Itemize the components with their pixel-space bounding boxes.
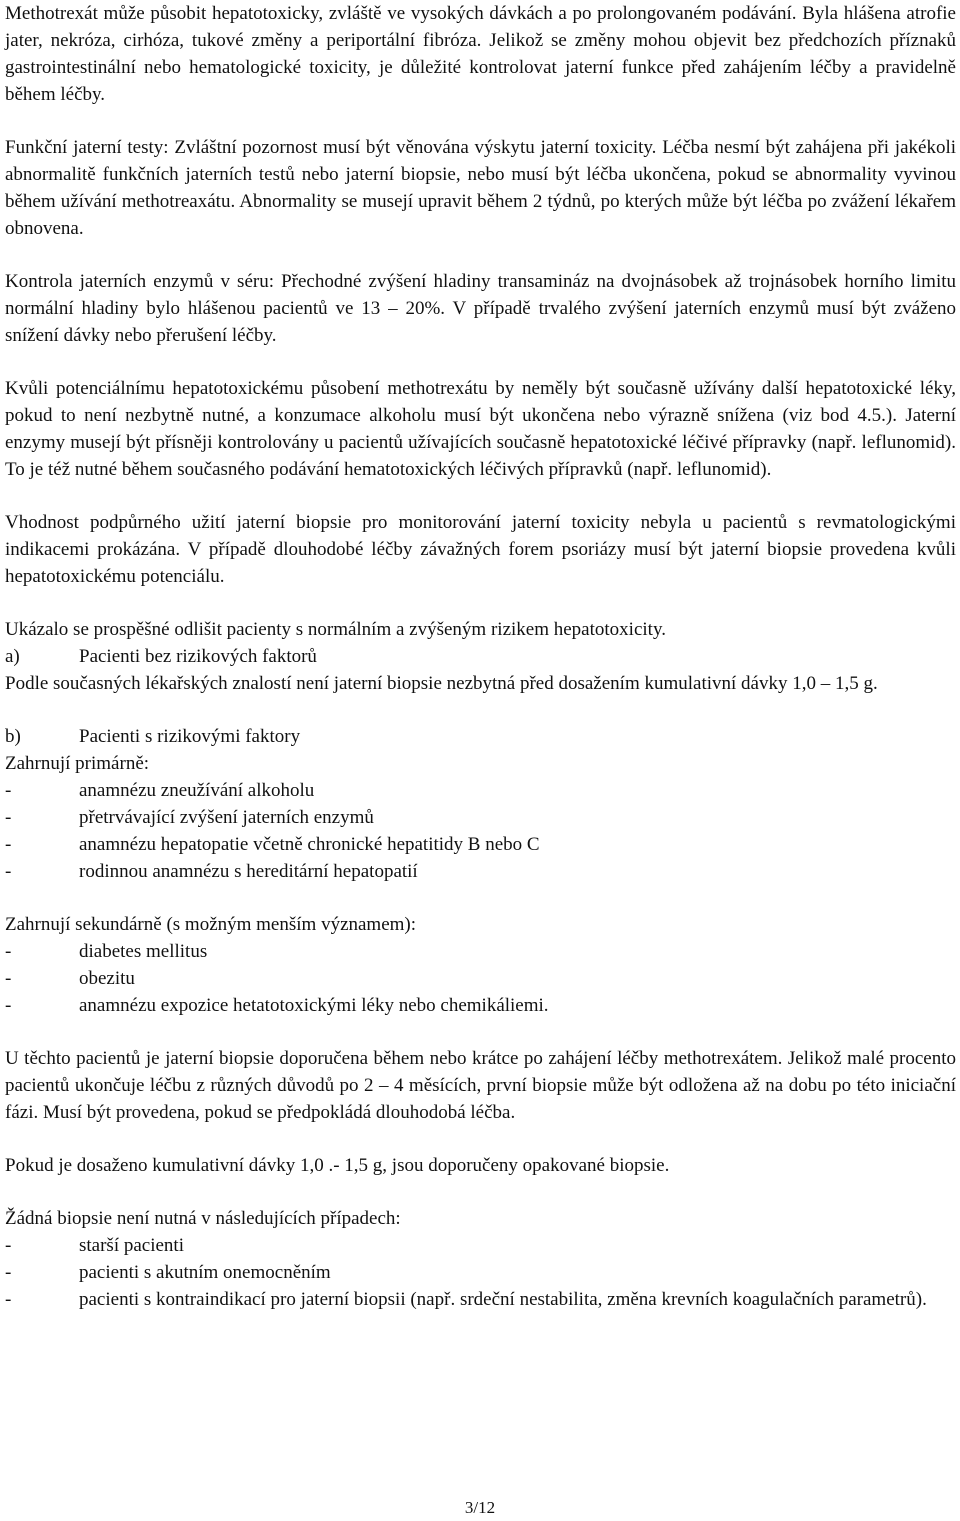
list-item-text: anamnézu hepatopatie včetně chronické hepatitidy B nebo C (79, 834, 540, 855)
paragraph-hepatotoxicity-intro: Methotrexát může působit hepatotoxicky, zvláště ve vysokých dávkách a po prolongovaném podávání. Byla hlášena atrofie jater, nekróza, cirhóza, tukové změny a periportální fibróza. Jelikož se změny mohou objevit bez předchozích příznaků gastrointestinální nebo hematologické toxicity, je důležité kontrolovat jaterní funkce před zahájením léčby a pravidelně během léčby. (5, 3, 956, 105)
dash-mark: - (5, 861, 12, 882)
group-a-title: Pacienti bez rizikových faktorů (79, 646, 317, 667)
list-item (5, 777, 956, 804)
list-item-text: obezitu (79, 968, 135, 989)
dash-mark: - (5, 780, 12, 801)
list-item (5, 804, 956, 831)
dash-mark: - (5, 995, 12, 1016)
group-a-mark: a) (5, 646, 20, 667)
dash-mark: - (5, 941, 12, 962)
list-item-text: rodinnou anamnézu s hereditární hepatopatií (79, 861, 418, 882)
list-item-text: pacienti s kontraindikací pro jaterní biopsii (např. srdeční nestabilita, změna krevních koagulačních parametrů). (79, 1289, 927, 1310)
dash-mark: - (5, 1235, 12, 1256)
list-item (5, 992, 956, 1019)
list-item-text: přetrvávající zvýšení jaterních enzymů (79, 807, 374, 828)
dash-mark: - (5, 1262, 12, 1283)
group-b-title: Pacienti s rizikovými faktory (79, 726, 301, 747)
list-item (5, 858, 956, 885)
group-b-secondary-heading: Zahrnují sekundárně (s možným menším významem): (5, 914, 417, 935)
paragraph-risk-groups: Ukázalo se prospěšné odlišit pacienty s normálním a zvýšeným rizikem hepatotoxicity. (5, 619, 666, 640)
group-a-text: Podle současných lékařských znalostí není jaterní biopsie nezbytná před dosažením kumulativní dávky 1,0 – 1,5 g. (5, 673, 878, 694)
paragraph-biopsy-timing: U těchto pacientů je jaterní biopsie doporučena během nebo krátce po zahájení léčby methotrexátem. Jelikož malé procento pacientů ukončuje léčbu z různých důvodů po 2 – 4 měsících, první biopsie může být odložena až na dobu po této iniciační fázi. Musí být provedena, pokud se předpokládá dlouhodobá léčba. (5, 1048, 956, 1123)
list-item-text: anamnézu expozice hetatotoxickými léky nebo chemikáliemi. (79, 995, 549, 1016)
list-item-text: anamnézu zneužívání alkoholu (79, 780, 315, 801)
paragraph-serum-enzymes: Kontrola jaterních enzymů v séru: Přechodné zvýšení hladiny transamináz na dvojnásobek až trojnásobek horního limitu normální hladiny bylo hlášenou pacientů ve 13 – 20%. V případě trvalého zvýšení jaterních enzymů musí být zváženo snížení dávky nebo přerušení léčby. (5, 271, 956, 346)
paragraph-liver-function-tests: Funkční jaterní testy: Zvláštní pozornost musí být věnována výskytu jaterní toxicity. Léčba nesmí být zahájena při jakékoli abnormalitě funkčních jaterních testů nebo jaterní biopsie, nebo musí být léčba ukončena, pokud se abnormality vyvinou během užívání methotreaxátu. Abnormality se musejí upravit během 2 týdnů, po kterých může být léčba po zvážení lékařem obnovena. (5, 137, 956, 239)
paragraph-repeat-biopsy: Pokud je dosaženo kumulativní dávky 1,0 .- 1,5 g, jsou doporučeny opakované biopsie. (5, 1155, 670, 1176)
no-biopsy-heading: Žádná biopsie není nutná v následujících případech: (5, 1208, 401, 1229)
paragraph-hepatotoxic-drugs: Kvůli potenciálnímu hepatotoxickému působení methotrexátu by neměly být současně užívány další hepatotoxické léky, pokud to není nezbytně nutné, a konzumace alkoholu musí být ukončena nebo výrazně snížena (viz bod 4.5.). Jaterní enzymy musejí být přísněji kontrolovány u pacientů užívajících současně hepatotoxické léčivé přípravky (např. leflunomid). To je též nutné během současného podávání hematotoxických léčivých přípravků (např. leflunomid). (5, 378, 956, 480)
group-b-mark: b) (5, 726, 21, 747)
list-item-text: diabetes mellitus (79, 941, 208, 962)
dash-mark: - (5, 968, 12, 989)
group-b-heading (5, 723, 956, 750)
group-b-primary-heading: Zahrnují primárně: (5, 753, 150, 774)
list-item (5, 1286, 956, 1313)
list-item-text: starší pacienti (79, 1235, 184, 1256)
list-item (5, 831, 956, 858)
dash-mark: - (5, 834, 12, 855)
list-item (5, 1232, 956, 1259)
list-item (5, 938, 956, 965)
page-number: 3/12 (464, 1498, 496, 1517)
list-item-text: pacienti s akutním onemocněním (79, 1262, 331, 1283)
document-page (5, 0, 956, 1313)
group-a-heading (5, 643, 956, 670)
dash-mark: - (5, 1289, 12, 1310)
list-item (5, 1259, 956, 1286)
paragraph-liver-biopsy: Vhodnost podpůrného užití jaterní biopsie pro monitorování jaterní toxicity nebyla u pacientů s revmatologickými indikacemi prokázána. V případě dlouhodobé léčby závažných forem psoriázy musí být jaterní biopsie provedena kvůli hepatotoxickému potenciálu. (5, 512, 956, 587)
list-item (5, 965, 956, 992)
dash-mark: - (5, 807, 12, 828)
